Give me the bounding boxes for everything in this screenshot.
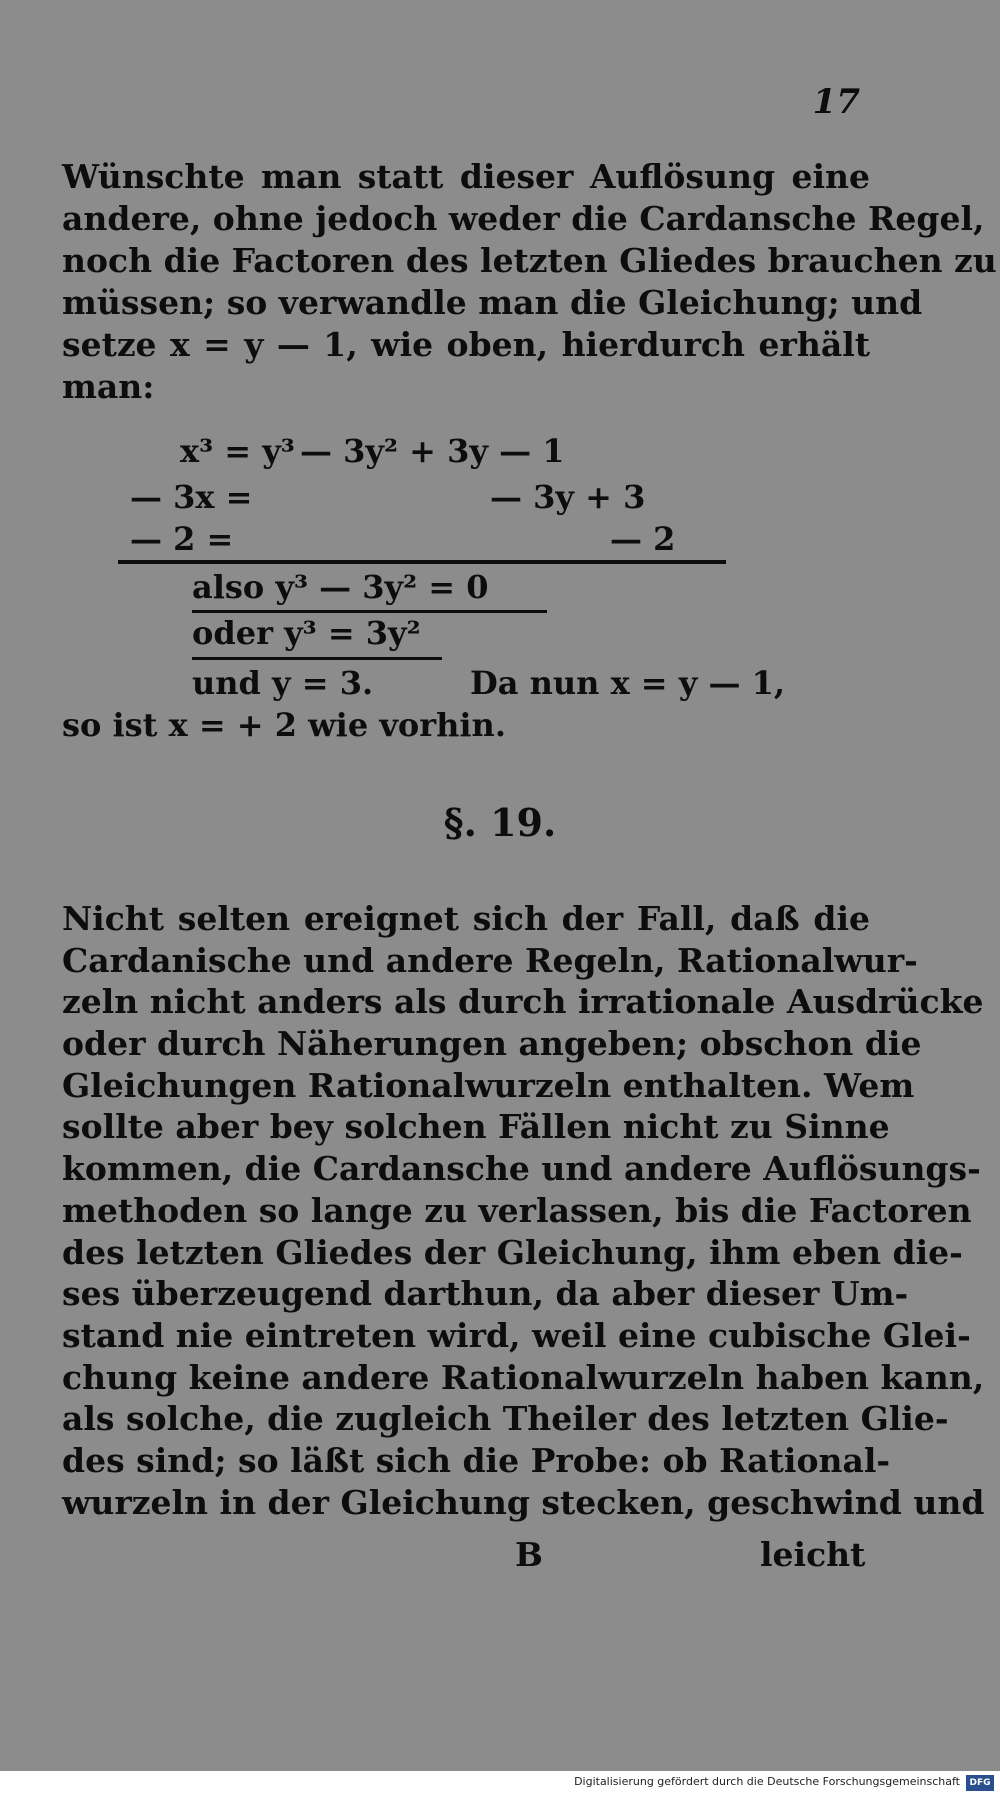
text-line: müssen; so verwandle man die Gleichung; und bbox=[62, 283, 923, 322]
text-line: sollte aber bey solchen Fällen nicht zu Sinne bbox=[62, 1107, 890, 1147]
text-line: des sind; so läßt sich die Probe: ob Rational- bbox=[62, 1440, 891, 1480]
result-line-2: oder y³ = 3y² bbox=[192, 614, 421, 652]
text-line: zeln nicht anders als durch irrationale Ausdrücke bbox=[62, 982, 984, 1022]
equation-1-right: — 3y² + 3y — 1 bbox=[300, 432, 565, 470]
paragraph-2 bbox=[62, 898, 985, 1523]
equation-2-right: — 3y + 3 bbox=[490, 478, 646, 516]
equation-1-left: x³ = y³ bbox=[180, 432, 295, 470]
result-line-4: so ist x = + 2 wie vorhin. bbox=[62, 706, 506, 744]
result-line-3: und y = 3. bbox=[192, 664, 374, 702]
equation-3-left: — 2 = bbox=[130, 520, 234, 558]
text-line: als solche, die zugleich Theiler des letzten Glie- bbox=[62, 1399, 949, 1439]
dfg-logo-icon[interactable]: DFG bbox=[966, 1775, 994, 1791]
sum-rule bbox=[118, 560, 726, 564]
section-heading: §. 19. bbox=[443, 800, 557, 845]
text-line: methoden so lange zu verlassen, bis die Factoren bbox=[62, 1190, 972, 1230]
text-line: des letzten Gliedes der Gleichung, ihm eben die- bbox=[62, 1232, 963, 1272]
equation-2-left: — 3x = bbox=[130, 478, 253, 516]
signature-mark: B bbox=[515, 1535, 543, 1574]
text-line: Cardanische und andere Regeln, Rationalwur- bbox=[62, 940, 918, 980]
text-line: stand nie eintreten wird, weil eine cubische Glei- bbox=[62, 1315, 971, 1355]
result-line-1: also y³ — 3y² = 0 bbox=[192, 568, 489, 606]
text-line: setze x = y — 1, wie oben, hierdurch erhält bbox=[62, 325, 870, 364]
text-line: ses überzeugend darthun, da aber dieser Um- bbox=[62, 1274, 909, 1314]
page-number: 17 bbox=[812, 82, 860, 122]
text-line: kommen, die Cardansche und andere Auflösungs- bbox=[62, 1149, 981, 1189]
text-line: andere, ohne jedoch weder die Cardansche Regel, bbox=[62, 199, 985, 238]
equation-3-right: — 2 bbox=[610, 520, 676, 558]
paragraph-1 bbox=[62, 156, 997, 408]
result-rule-1 bbox=[192, 610, 547, 613]
text-line: noch die Factoren des letzten Gliedes brauchen zu bbox=[62, 241, 997, 280]
text-line: Gleichungen Rationalwurzeln enthalten. Wem bbox=[62, 1065, 915, 1105]
result-rule-2 bbox=[192, 657, 442, 660]
text-line: wurzeln in der Gleichung stecken, geschwind und bbox=[62, 1482, 985, 1522]
result-line-3-continued: Da nun x = y — 1, bbox=[470, 664, 786, 702]
text-line: oder durch Näherungen angeben; obschon die bbox=[62, 1024, 922, 1064]
text-line: Wünschte man statt dieser Auflösung eine bbox=[62, 157, 870, 196]
text-line: Nicht selten ereignet sich der Fall, daß die bbox=[62, 899, 870, 938]
catchword: leicht bbox=[760, 1535, 866, 1574]
footer-bar bbox=[0, 1771, 1000, 1797]
text-line: chung keine andere Rationalwurzeln haben kann, bbox=[62, 1357, 985, 1397]
text-line: man: bbox=[62, 367, 155, 406]
footer-credit: Digitalisierung gefördert durch die Deutsche Forschungsgemeinschaft bbox=[574, 1775, 960, 1788]
